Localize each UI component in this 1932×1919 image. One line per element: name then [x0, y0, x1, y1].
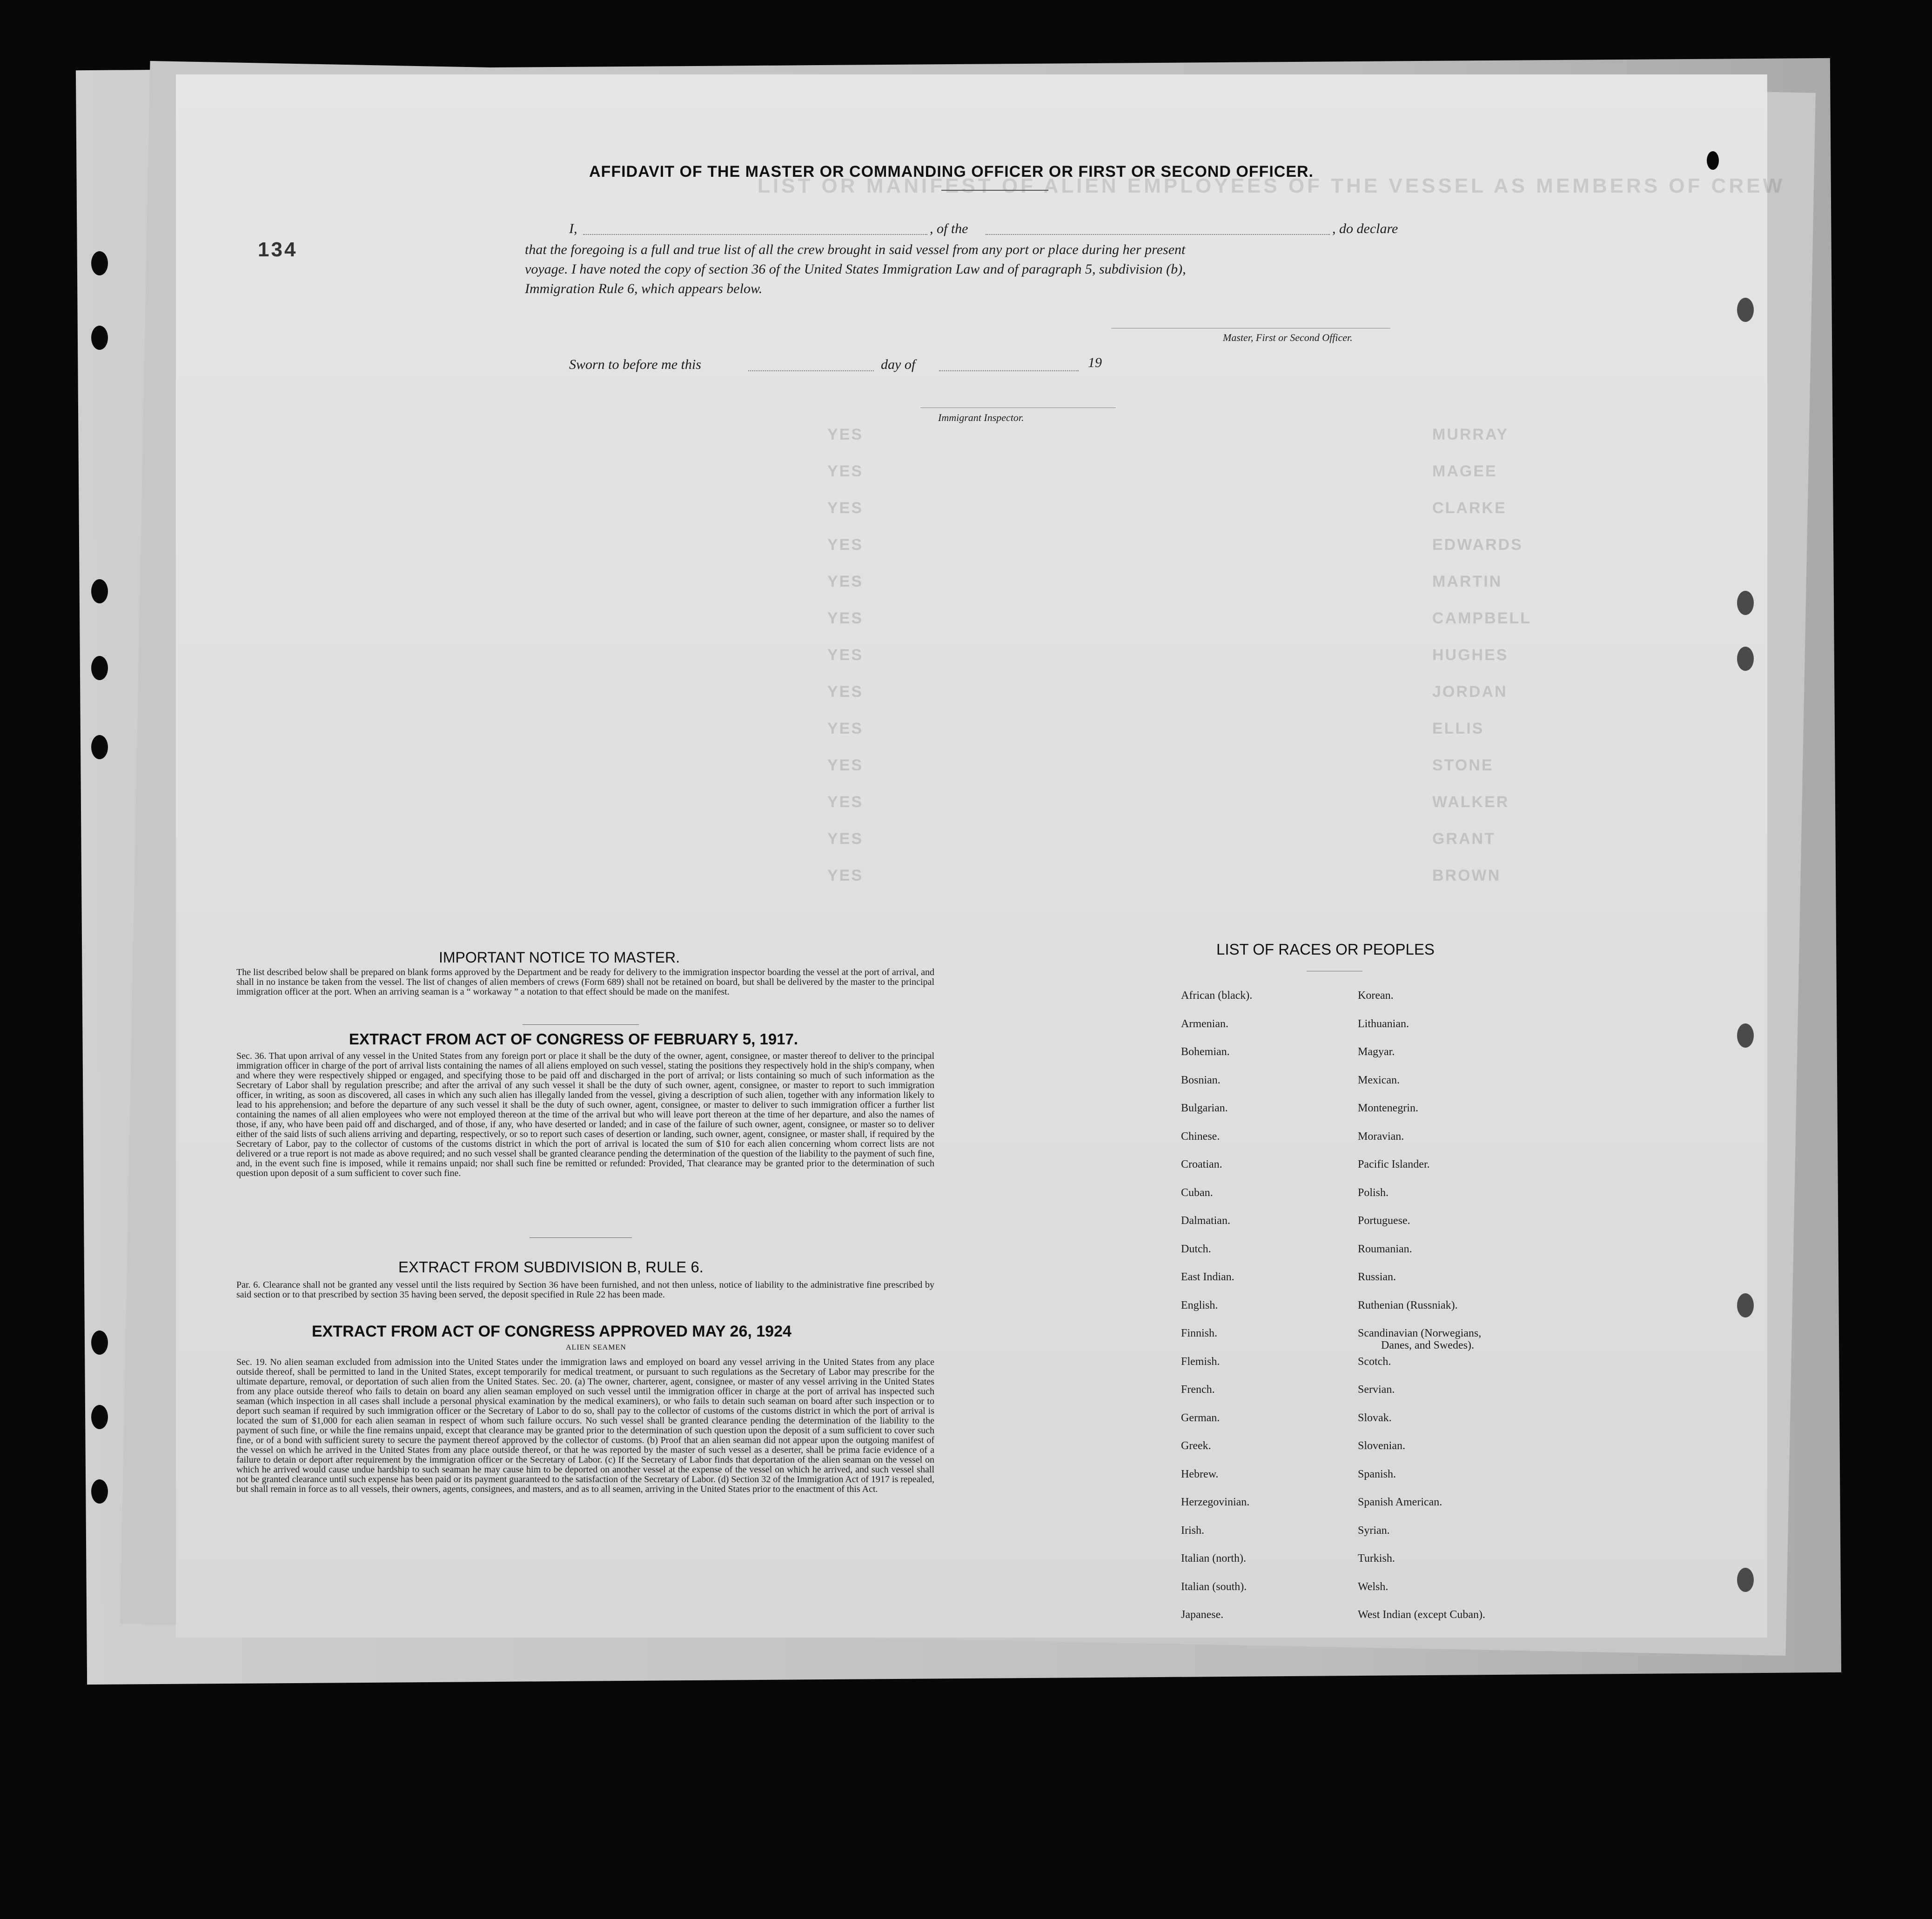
extract-1917-text: Sec. 36. That upon arrival of any vessel in the United States from any foreign port or place it shall be the duty of the owner, agent, consignee, or master thereof to deliver to the principal immigration officer in charge of the port of arrival lists containing the names of all aliens employed on such vessel, stating the positions they respectively hold in the ship's company, when and where they were respectively shipped or engaged, and specifying those to be paid off and discharged in the port of arrival; or lists containing so much of such information as the Secretary of Labor shall by regulation prescribe; and after the arrival of any such vessel it shall be the duty of such owner, agent, consignee, or master to report to such immigration officer, in writing, as soon as discovered, all cases in which any such alien has illegally landed from the vessel, giving a description of such alien, together with any information likely to lead to his apprehension; and before the departure of any such vessel it shall be the duty of such owner, agent, consignee, or master to deliver to such immigration officer a further list containing the names of all alien employees who were not employed thereon at the time of the arrival but who will leave port thereon at the time of her departure, and also the names of those, if any, who have been paid off and discharged, and of those, if any, who have deserted or landed; and in case of the failure of such owner, agent, consignee, or master so to deliver either of the said lists of such aliens arriving and departing, respectively, or so to report such cases of desertion or landing, such owner, agent, consignee, or master shall, if required by the Secretary of Labor, pay to the collector of customs of the customs district in which the port of arrival is located the sum of $10 for each alien concerning whom correct lists are not delivered or a true report is not made as above required; and no such vessel shall be granted clearance pending the determination of the question of the liability to the payment of such fine, and, in the event such fine is imposed, while it remains unpaid; nor shall such fine be remitted or refunded: Provided, That clearance may be granted prior to the determination of such question upon deposit of a sum sufficient to cover such fine.: [236, 1051, 934, 1178]
extract-1917-title: EXTRACT FROM ACT OF CONGRESS OF FEBRUARY 5, 1917.: [349, 1030, 798, 1048]
race-item: Slovenian.: [1358, 1440, 1405, 1452]
race-item: West Indian (except Cuban).: [1358, 1609, 1485, 1621]
binder-hole: [91, 1405, 108, 1429]
race-item: Polish.: [1358, 1186, 1389, 1199]
section-divider: [523, 1024, 639, 1025]
race-item: Italian (north).: [1181, 1552, 1246, 1565]
binder-hole: [1737, 591, 1754, 615]
race-item: Mexican.: [1358, 1074, 1400, 1086]
vessel-blank[interactable]: [986, 234, 1330, 235]
race-item: East Indian.: [1181, 1271, 1234, 1283]
race-item: Italian (south).: [1181, 1580, 1247, 1593]
race-item: Russian.: [1358, 1271, 1396, 1283]
race-item: Scandinavian (Norwegians,: [1358, 1327, 1482, 1339]
binder-hole: [1737, 647, 1754, 671]
sworn-label: Sworn to before me this: [569, 357, 701, 372]
race-item: Croatian.: [1181, 1158, 1222, 1170]
notice-text: The list described below shall be prepared on blank forms approved by the Department and be ready for delivery to the immigration inspector boarding the vessel at the port of arrival, and shall in no instance be taken from the vessel. The list of changes of alien members of crews (Form 689) shall not be retained on board, but shall be delivered by the master to the principal immigration officer at the port. When an arriving seaman is a “ workaway ” a notation to that effect should be made on the manifest.: [236, 967, 934, 997]
race-item: Armenian.: [1181, 1017, 1228, 1030]
race-item: Chinese.: [1181, 1130, 1220, 1143]
affidavit-do-declare: , do declare: [1332, 221, 1398, 236]
binder-hole: [1707, 151, 1719, 170]
race-item: Servian.: [1358, 1384, 1395, 1396]
race-item: Dutch.: [1181, 1243, 1211, 1255]
binder-hole: [1737, 1293, 1754, 1317]
binder-hole: [91, 579, 108, 603]
binder-hole: [91, 251, 108, 275]
race-item: Montenegrin.: [1358, 1102, 1418, 1114]
affidavit-line-3: Immigration Rule 6, which appears below.: [525, 281, 763, 296]
race-item: Irish.: [1181, 1524, 1204, 1537]
bleed-through-codes: YES YES YES YES YES YES YES YES YES YES YES YES YES: [827, 426, 864, 884]
race-item: Japanese.: [1181, 1609, 1224, 1621]
race-item: Moravian.: [1358, 1130, 1404, 1143]
race-item: Spanish American.: [1358, 1496, 1442, 1508]
race-item: Ruthenian (Russniak).: [1358, 1299, 1458, 1311]
race-item: Lithuanian.: [1358, 1017, 1409, 1030]
notice-title: IMPORTANT NOTICE TO MASTER.: [439, 949, 680, 966]
binder-hole: [1737, 1023, 1754, 1048]
name-blank[interactable]: [583, 234, 927, 235]
affidavit-of-the: , of the: [930, 221, 968, 236]
year-label: 19: [1088, 355, 1102, 370]
race-item: French.: [1181, 1384, 1215, 1396]
bleed-through-names: MURRAY MAGEE CLARKE EDWARDS MARTIN CAMPBELL HUGHES JORDAN ELLIS STONE WALKER GRANT BROWN: [1432, 426, 1531, 884]
race-item: Finnish.: [1181, 1327, 1218, 1339]
race-item: German.: [1181, 1411, 1220, 1424]
affidavit-i-label: I,: [569, 221, 577, 236]
race-item: Bulgarian.: [1181, 1102, 1228, 1114]
binder-hole: [91, 735, 108, 759]
bleed-through-header: LIST OR MANIFEST OF ALIEN EMPLOYEES OF THE VESSEL AS MEMBERS OF CREW: [758, 174, 1785, 197]
affidavit-line-2: voyage. I have noted the copy of section 36 of the United States Immigration Law and of paragraph 5, subdivision (b),: [525, 261, 1186, 277]
manifest-page: [176, 74, 1785, 1638]
race-item: Bohemian.: [1181, 1046, 1230, 1058]
race-item: Hebrew.: [1181, 1468, 1219, 1480]
race-item: Greek.: [1181, 1440, 1211, 1452]
binder-hole: [91, 1331, 108, 1355]
rule6-text: Par. 6. Clearance shall not be granted any vessel until the lists required by Section 36 have been furnished, and not then unless, notice of liability to the administrative fine prescribed by said section or to that prescribed by section 35 having been served, the deposit specified in Rule 22 has been made.: [236, 1280, 934, 1300]
alien-seamen-subtitle: ALIEN SEAMEN: [566, 1344, 626, 1351]
stamp-number: 134: [258, 238, 298, 261]
sworn-day-blank[interactable]: [748, 370, 874, 371]
inspector-label: Immigrant Inspector.: [938, 412, 1024, 423]
race-item: Flemish.: [1181, 1355, 1220, 1368]
sworn-month-blank[interactable]: [939, 370, 1079, 371]
race-item: African (black).: [1181, 990, 1253, 1002]
race-item: Turkish.: [1358, 1552, 1395, 1565]
binder-hole: [91, 326, 108, 350]
section-divider: [530, 1237, 632, 1238]
race-item: Korean.: [1358, 990, 1394, 1002]
affidavit-line-1: that the foregoing is a full and true list of all the crew brought in said vessel from any port or place during her present: [525, 242, 1186, 257]
race-item: Welsh.: [1358, 1580, 1389, 1593]
binder-hole: [1737, 1568, 1754, 1592]
binder-hole: [1737, 298, 1754, 322]
race-item: Cuban.: [1181, 1186, 1213, 1199]
race-item: Spanish.: [1358, 1468, 1396, 1480]
title-underline: [941, 190, 1048, 191]
extract-1924-title: EXTRACT FROM ACT OF CONGRESS APPROVED MAY 26, 1924: [312, 1323, 792, 1340]
race-item: Roumanian.: [1358, 1243, 1412, 1255]
binder-hole: [91, 1479, 108, 1504]
binder-hole: [91, 656, 108, 680]
race-item: Syrian.: [1358, 1524, 1390, 1537]
race-item: Slovak.: [1358, 1411, 1392, 1424]
extract-1924-text: Sec. 19. No alien seaman excluded from admission into the United States under the immigration laws and employed on board any vessel arriving in the United States from any place outside thereof, shall be permitted to land in the United States, except temporarily for medical treatment, or pursuant to such regulations as the Secretary of Labor may prescribe for the ultimate departure, removal, or deportation of such alien from the United States. Sec. 20. (a) The owner, charterer, agent, consignee, or master of any vessel arriving in the United States from any place outside thereof who fails to detain on board any alien seaman employed on such vessel until the immigration officer in charge at the port of arrival has inspected such seaman (which inspection in all cases shall include a personal physical examination by the medical examiners), or who fails to detain such seaman on board after such inspection or to deport such seaman if required by such immigration officer or the Secretary of Labor to do so, shall pay to the collector of customs of the customs district in which the port of arrival is located the sum of $1,000 for each alien seaman in respect of whom such failure occurs. No such vessel shall be granted clearance pending the determination of the liability to the payment of such fine, or while the fine remains unpaid, except that clearance may be granted prior to the determination of such question upon the deposit of a sum sufficient to cover such fine, or of a bond with sufficient surety to secure the payment thereof approved by the collector of customs. (b) Proof that an alien seaman did not appear upon the outgoing manifest of the vessel on which he arrived in the United States from any place outside thereof, or that he was reported by the master of such vessel as a deserter, shall be prima facie evidence of a failure to detain or deport after requirement by the immigration officer or the Secretary of Labor. (c) If the Secretary of Labor finds that deportation of the alien seaman on the vessel on which he arrived would cause undue hardship to such seaman he may cause him to be deported on another vessel at the expense of the vessel on which he arrived, and such vessel shall not be granted clearance until such expense has been paid or its payment guaranteed to the satisfaction of the Secretary of Labor. (d) Section 32 of the Immigration Act of 1917 is repealed, but shall remain in force as to all vessels, their owners, agents, consignees, and masters, and as to all seamen, arriving in the United States prior to the enactment of this Act.: [236, 1357, 934, 1494]
race-item: Magyar.: [1358, 1046, 1395, 1058]
races-title: LIST OF RACES OR PEOPLES: [1216, 941, 1435, 958]
race-item: Herzegovinian.: [1181, 1496, 1250, 1508]
rule6-title: EXTRACT FROM SUBDIVISION B, RULE 6.: [398, 1258, 704, 1276]
race-item: English.: [1181, 1299, 1218, 1311]
race-item: Bosnian.: [1181, 1074, 1221, 1086]
race-item: Danes, and Swedes).: [1381, 1339, 1474, 1351]
officer-label: Master, First or Second Officer.: [1223, 332, 1353, 343]
race-item: Portuguese.: [1358, 1215, 1410, 1227]
day-of-label: day of: [881, 357, 916, 372]
affidavit-title: AFFIDAVIT OF THE MASTER OR COMMANDING OFFICER OR FIRST OR SECOND OFFICER.: [589, 163, 1314, 181]
race-item: Dalmatian.: [1181, 1215, 1230, 1227]
race-item: Scotch.: [1358, 1355, 1391, 1368]
race-item: Pacific Islander.: [1358, 1158, 1430, 1170]
